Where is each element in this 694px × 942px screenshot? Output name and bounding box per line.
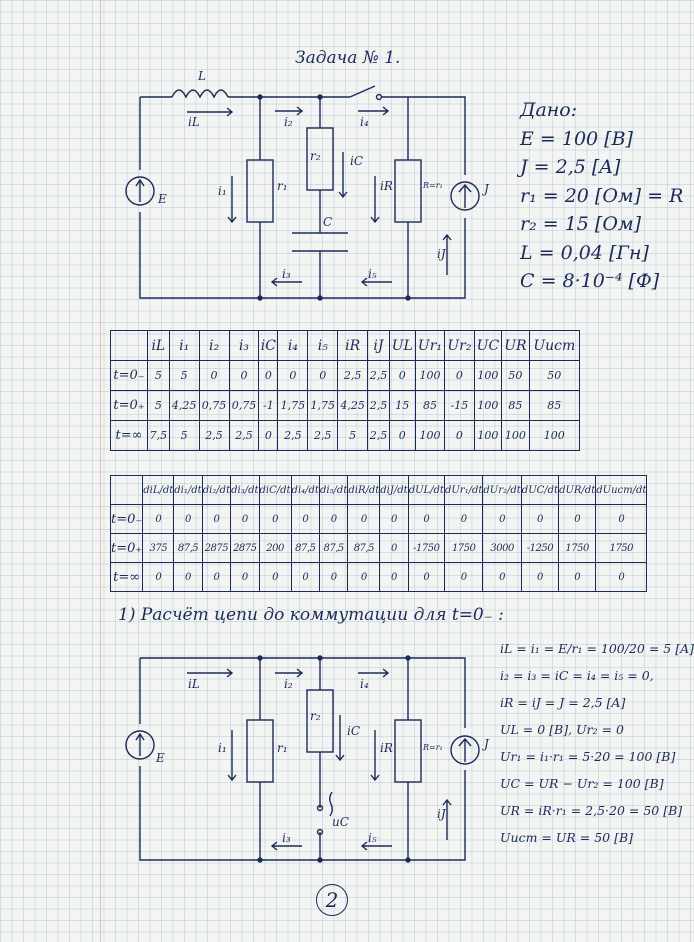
table-cell: 1750 <box>559 534 596 563</box>
label-ij: iJ <box>437 807 446 821</box>
table-cell: 2875 <box>231 534 259 563</box>
table-cell: 0 <box>174 505 202 534</box>
resistor-r <box>395 160 421 222</box>
table-row <box>111 421 580 451</box>
source-j-symbol <box>451 182 479 210</box>
table-cell: 15 <box>389 391 415 421</box>
table-cell: 100 <box>415 421 444 451</box>
table-row <box>111 505 647 534</box>
table-row <box>111 534 647 563</box>
source-j-symbol <box>451 736 479 764</box>
table-cell: 0 <box>231 505 259 534</box>
column-header: dUL/dt <box>408 476 444 505</box>
label-ir: iR <box>380 741 393 755</box>
table-cell: 0 <box>308 361 338 391</box>
label-r1: r₁ <box>277 741 288 755</box>
given-line: r₂ = 15 [Ом] <box>520 213 642 235</box>
table-row <box>111 563 647 592</box>
table-cell: 5 <box>148 391 170 421</box>
table-cell: 0 <box>259 361 278 391</box>
table-cell: 0 <box>348 505 380 534</box>
table-cell: 0,75 <box>229 391 259 421</box>
calc-line: Uист = UR = 50 [B] <box>500 830 634 845</box>
column-header: iL <box>148 331 170 361</box>
label-ij: iJ <box>437 247 446 261</box>
table-cell: 100 <box>502 421 529 451</box>
table-cell: -1250 <box>521 534 558 563</box>
given-block <box>520 96 683 296</box>
table-cell: 5 <box>169 361 199 391</box>
column-header: dUист/dt <box>596 476 647 505</box>
table-cell: 0 <box>259 421 278 451</box>
table-cell: 85 <box>415 391 444 421</box>
column-header: iR <box>338 331 368 361</box>
table-cell: 0 <box>521 505 558 534</box>
label-i2: i₂ <box>284 115 293 129</box>
column-header: dUC/dt <box>521 476 558 505</box>
table-cell: 1,75 <box>278 391 308 421</box>
column-header: dUR/dt <box>559 476 596 505</box>
label-e: E <box>156 751 165 765</box>
label-i2: i₂ <box>284 677 293 691</box>
column-header: Ur₂ <box>445 331 474 361</box>
calc-line: UR = iR·r₁ = 2,5·20 = 50 [B] <box>500 803 683 818</box>
label-i5: i₅ <box>368 831 377 845</box>
column-header: UR <box>502 331 529 361</box>
step-heading: 1) Расчёт цепи до коммутации для t=0₋ : <box>118 605 504 625</box>
table-cell: -15 <box>445 391 474 421</box>
table-cell: 0 <box>291 505 319 534</box>
column-header: di₅/dt <box>319 476 347 505</box>
table-cell: 0 <box>231 563 259 592</box>
table-cell: 0 <box>259 505 291 534</box>
table-cell: 5 <box>169 421 199 451</box>
column-header: i₃ <box>229 331 259 361</box>
table-cell: 87,5 <box>348 534 380 563</box>
table-corner-cell <box>111 476 143 505</box>
column-header: di₄/dt <box>291 476 319 505</box>
table-cell: 0 <box>389 421 415 451</box>
table-cell: 0 <box>348 563 380 592</box>
table-cell: 2,5 <box>368 391 390 421</box>
page-margin-line <box>100 0 101 942</box>
table-cell: 375 <box>143 534 174 563</box>
table-cell: 2,5 <box>338 361 368 391</box>
table-cell: 0 <box>278 361 308 391</box>
table-cell: 0 <box>229 361 259 391</box>
table-cell: 85 <box>502 391 529 421</box>
column-header: i₄ <box>278 331 308 361</box>
table-cell: 5 <box>148 361 170 391</box>
table-cell: 2875 <box>202 534 230 563</box>
table-cell: 1750 <box>444 534 482 563</box>
calc-line: i₂ = i₃ = iC = i₄ = i₅ = 0, <box>500 668 654 683</box>
label-j: J <box>484 737 489 751</box>
label-iL: iL <box>188 115 200 129</box>
table-header-row <box>111 331 580 361</box>
table-cell: 0 <box>143 563 174 592</box>
table-cell: 0 <box>521 563 558 592</box>
label-i1: i₁ <box>218 184 227 198</box>
table-row <box>111 361 580 391</box>
table-cell: 85 <box>529 391 579 421</box>
calc-line: iL = i₁ = E/r₁ = 100/20 = 5 [A] <box>500 641 694 656</box>
table-cell: 2,5 <box>368 361 390 391</box>
table-cell: 0 <box>444 563 482 592</box>
column-header: iJ <box>368 331 390 361</box>
row-label: t=0₋ <box>111 361 148 391</box>
row-label: t=0₋ <box>111 505 143 534</box>
table-cell: 0 <box>444 505 482 534</box>
table-cell: 100 <box>474 391 502 421</box>
column-header: UL <box>389 331 415 361</box>
table-cell: 87,5 <box>291 534 319 563</box>
wire <box>140 212 465 298</box>
column-header: iC <box>259 331 278 361</box>
row-label: t=0₊ <box>111 391 148 421</box>
column-header: i₁ <box>169 331 199 361</box>
label-ir: iR <box>380 179 393 193</box>
label-ic: iC <box>350 154 364 168</box>
table-cell: 2,5 <box>199 421 229 451</box>
resistor-r <box>395 720 421 782</box>
capacitor-c <box>292 233 348 251</box>
table-cell: 4,25 <box>169 391 199 421</box>
table-cell: 0 <box>380 505 408 534</box>
table-cell: 0,75 <box>199 391 229 421</box>
table-cell: 0 <box>199 361 229 391</box>
label-c: C <box>323 215 333 229</box>
resistor-r2 <box>307 690 333 752</box>
table-cell: 100 <box>415 361 444 391</box>
calc-line: UC = UR − Ur₂ = 100 [B] <box>500 776 664 791</box>
table-cell: 0 <box>202 563 230 592</box>
table-cell: 87,5 <box>174 534 202 563</box>
label-i5: i₅ <box>368 267 377 281</box>
table-cell: 0 <box>380 534 408 563</box>
table-cell: 0 <box>596 563 647 592</box>
label-r1: r₁ <box>277 179 288 193</box>
column-header: dUr₁/dt <box>444 476 482 505</box>
table-cell: 2,5 <box>229 421 259 451</box>
table-cell: 0 <box>202 505 230 534</box>
table-cell: 0 <box>319 505 347 534</box>
table-cell: 0 <box>291 563 319 592</box>
column-header: diC/dt <box>259 476 291 505</box>
given-line: J = 2,5 [A] <box>520 156 621 178</box>
calc-line: Ur₁ = i₁·r₁ = 5·20 = 100 [B] <box>500 749 676 764</box>
source-e-symbol <box>126 177 154 205</box>
table-corner-cell <box>111 331 148 361</box>
table-cell: 0 <box>445 421 474 451</box>
wire <box>382 97 465 175</box>
label-i3: i₃ <box>282 831 291 845</box>
table-cell: 0 <box>259 563 291 592</box>
table-cell: 87,5 <box>319 534 347 563</box>
column-header: UC <box>474 331 502 361</box>
label-r2: r₂ <box>310 709 321 723</box>
inductor-coil <box>172 90 228 97</box>
table-cell: 50 <box>529 361 579 391</box>
table-cell: -1 <box>259 391 278 421</box>
problem-title: Задача № 1. <box>295 48 401 68</box>
table-cell: 0 <box>559 505 596 534</box>
column-header: dUr₂/dt <box>483 476 521 505</box>
table-cell: 0 <box>380 563 408 592</box>
given-line: L = 0,04 [Гн] <box>520 241 649 264</box>
table-cell: 1750 <box>596 534 647 563</box>
table-cell: 0 <box>319 563 347 592</box>
resistor-r2 <box>307 128 333 190</box>
column-header: Uист <box>529 331 579 361</box>
derivatives-table <box>110 475 647 592</box>
table-cell: 0 <box>174 563 202 592</box>
calc-line: iR = iJ = J = 2,5 [A] <box>500 695 626 710</box>
table-cell: 0 <box>143 505 174 534</box>
table-cell: 0 <box>596 505 647 534</box>
row-label: t=∞ <box>111 421 148 451</box>
label-i4: i₄ <box>360 115 369 129</box>
label-il: iL <box>188 677 200 691</box>
table-cell: 200 <box>259 534 291 563</box>
label-r2: r₂ <box>310 149 321 163</box>
column-header: diR/dt <box>348 476 380 505</box>
table-row <box>111 391 580 421</box>
label-e: E <box>158 192 167 206</box>
table-cell: 0 <box>559 563 596 592</box>
table-cell: 100 <box>529 421 579 451</box>
label-j: J <box>484 182 489 196</box>
row-label: t=0₊ <box>111 534 143 563</box>
page-number: 2 <box>316 884 348 916</box>
table-cell: 0 <box>483 505 521 534</box>
label-r: R=r₁ <box>423 743 443 752</box>
given-line: r₁ = 20 [Ом] = R <box>520 184 684 207</box>
table-cell: 100 <box>474 361 502 391</box>
table-cell: 4,25 <box>338 391 368 421</box>
calc-line: UL = 0 [B], Ur₂ = 0 <box>500 722 624 737</box>
table-cell: 5 <box>338 421 368 451</box>
column-header: di₂/dt <box>202 476 230 505</box>
column-header: di₁/dt <box>174 476 202 505</box>
label-ic: iC <box>347 724 361 738</box>
values-table <box>110 330 580 451</box>
table-cell: 1,75 <box>308 391 338 421</box>
table-cell: 7,5 <box>148 421 170 451</box>
switch-blade <box>350 86 375 97</box>
row-label: t=∞ <box>111 563 143 592</box>
given-line: C = 8·10⁻⁴ [Ф] <box>520 270 660 292</box>
given-line: E = 100 [B] <box>520 127 633 150</box>
column-header: diL/dt <box>143 476 174 505</box>
table-cell: 0 <box>389 361 415 391</box>
table-cell: 0 <box>408 505 444 534</box>
given-header: Дано: <box>520 99 578 121</box>
label-uc: uC <box>332 815 349 829</box>
table-cell: 0 <box>483 563 521 592</box>
label-i1: i₁ <box>218 741 227 755</box>
table-header-row <box>111 476 647 505</box>
table-cell: 100 <box>474 421 502 451</box>
label-L: L <box>198 69 206 83</box>
column-header: i₅ <box>308 331 338 361</box>
column-header: di₃/dt <box>231 476 259 505</box>
table-cell: -1750 <box>408 534 444 563</box>
label-i4: i₄ <box>360 677 369 691</box>
table-cell: 2,5 <box>308 421 338 451</box>
table-cell: 2,5 <box>368 421 390 451</box>
resistor-r1 <box>247 720 273 782</box>
source-e-symbol <box>126 731 154 759</box>
table-cell: 3000 <box>483 534 521 563</box>
table-cell: 0 <box>445 361 474 391</box>
label-i3: i₃ <box>282 267 291 281</box>
column-header: diJ/dt <box>380 476 408 505</box>
table-cell: 0 <box>408 563 444 592</box>
column-header: i₂ <box>199 331 229 361</box>
column-header: Ur₁ <box>415 331 444 361</box>
table-cell: 2,5 <box>278 421 308 451</box>
label-r: R=r₁ <box>423 181 443 190</box>
resistor-r1 <box>247 160 273 222</box>
table-cell: 50 <box>502 361 529 391</box>
calculations-block <box>500 635 694 851</box>
